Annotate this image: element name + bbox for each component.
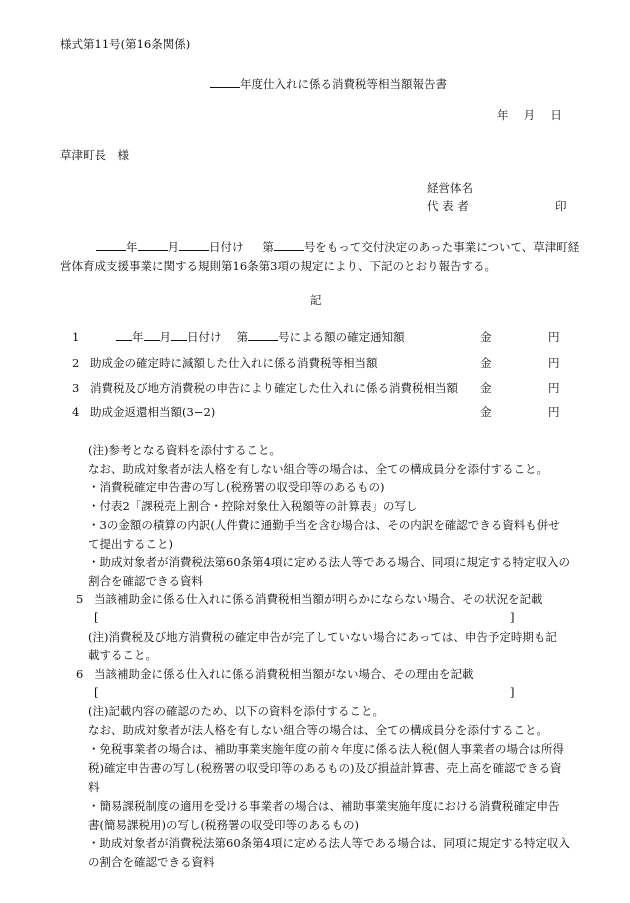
item-3: 3 消費税及び地方消費税の申告により確定した仕入れに係る消費税相当額 金 円: [72, 381, 560, 395]
item-4: 4 助成金返還相当額(3−2) 金 円: [72, 405, 560, 419]
item-6-bracket-open: [: [94, 685, 99, 699]
item-6-bracket-close: ]: [510, 685, 515, 699]
note1-line: ・助成対象者が消費税法第60条第4項に定める法人等である場合、同項に規定する特定収入の: [88, 555, 570, 569]
note3-line: ・免税事業者の場合は、補助事業実施年度の前々年度に係る法人税(個人事業者の場合は所得: [88, 742, 564, 756]
intro-line-2: 営体育成支援事業に関する規則第16条第3項の規定により、下記のとおり報告する。: [60, 259, 496, 273]
item-6-number: 6: [76, 667, 84, 681]
title-year-blank: [210, 77, 240, 88]
business-name-label: 経営体名: [427, 181, 473, 195]
item-5-bracket-close: ]: [510, 610, 515, 624]
item-5-number: 5: [76, 592, 84, 606]
intro-line-1: 年 月 日付け 第 号をもって交付決定のあった事業について、草津町経: [96, 240, 579, 254]
intro-day-blank: [179, 240, 209, 251]
note3-line: 税)確定申告書の写し(税務署の収受印等のあるもの)及び損益計算書、売上高を確認できる資: [88, 761, 562, 775]
note2-line: (注)消費税及び地方消費税の確定申告が完了していない場合にあっては、申告予定時期も記: [88, 630, 557, 644]
note1-line: 割合を確認できる資料: [88, 574, 203, 588]
note1-line: なお、助成対象者が法人格を有しない組合等の場合は、全ての構成員分を添付すること。: [88, 462, 548, 476]
item-5-text: 当該補助金に係る仕入れに係る消費税相当額が明らかにならない場合、その状況を記載: [94, 592, 543, 606]
item-5-bracket-open: [: [94, 610, 99, 624]
note3-line: 料: [88, 780, 100, 794]
date-year: 年: [497, 108, 509, 122]
item-1: 1 年 月 日付け 第 号による額の確定通知額 金 円: [72, 330, 560, 344]
note1-line: ・付表2「課税売上割合・控除対象仕入税額等の計算表」の写し: [88, 499, 418, 513]
note1-line: ・消費税確定申告書の写し(税務署の収受印等のあるもの): [88, 480, 385, 494]
note3-line: ・簡易課税制度の適用を受ける事業者の場合は、補助事業実施年度における消費税確定申告: [88, 799, 560, 813]
intro-year-blank: [96, 240, 126, 251]
seal-mark: 印: [555, 199, 567, 213]
document-title: [210, 77, 447, 91]
addressee: 草津町長 様: [60, 148, 129, 162]
note1-line: て提出すること): [88, 537, 173, 551]
note1-line: ・3の金額の積算の内訳(人件費に通勤手当を含む場合は、その内訳を確認できる資料も併せ: [88, 518, 560, 532]
note3-line: ・助成対象者が消費税法第60条第4項に定める法人等である場合は、同項に規定する特定収入: [88, 836, 570, 850]
ki-heading: 記: [310, 293, 322, 307]
note1-line: (注)参考となる資料を添付すること。: [88, 443, 281, 457]
date-line: [497, 108, 562, 122]
intro-month-blank: [138, 240, 168, 251]
note3-line: 書(簡易課税用)の写し(税務署の収受印等のあるもの): [88, 818, 359, 832]
note3-line: なお、助成対象者が法人格を有しない組合等の場合は、全ての構成員分を添付すること。: [88, 723, 548, 737]
date-day: 日: [550, 108, 562, 122]
item-2: 2 助成金の確定時に減額した仕入れに係る消費税等相当額 金 円: [72, 356, 560, 370]
item-6-text: 当該補助金に係る仕入れに係る消費税相当額がない場合、その理由を記載: [94, 667, 474, 681]
form-number: 様式第11号(第16条関係): [60, 37, 191, 51]
title-text: 年度仕入れに係る消費税等相当額報告書: [240, 77, 447, 91]
date-month: 月: [523, 108, 536, 122]
intro-number-blank: [274, 240, 304, 251]
representative-label: 代 表 者: [427, 199, 469, 213]
note3-line: (注)記載内容の確認のため、以下の資料を添付すること。: [88, 704, 385, 718]
note2-line: 載すること。: [88, 648, 157, 662]
note3-line: の割合を確認できる資料: [88, 855, 215, 869]
